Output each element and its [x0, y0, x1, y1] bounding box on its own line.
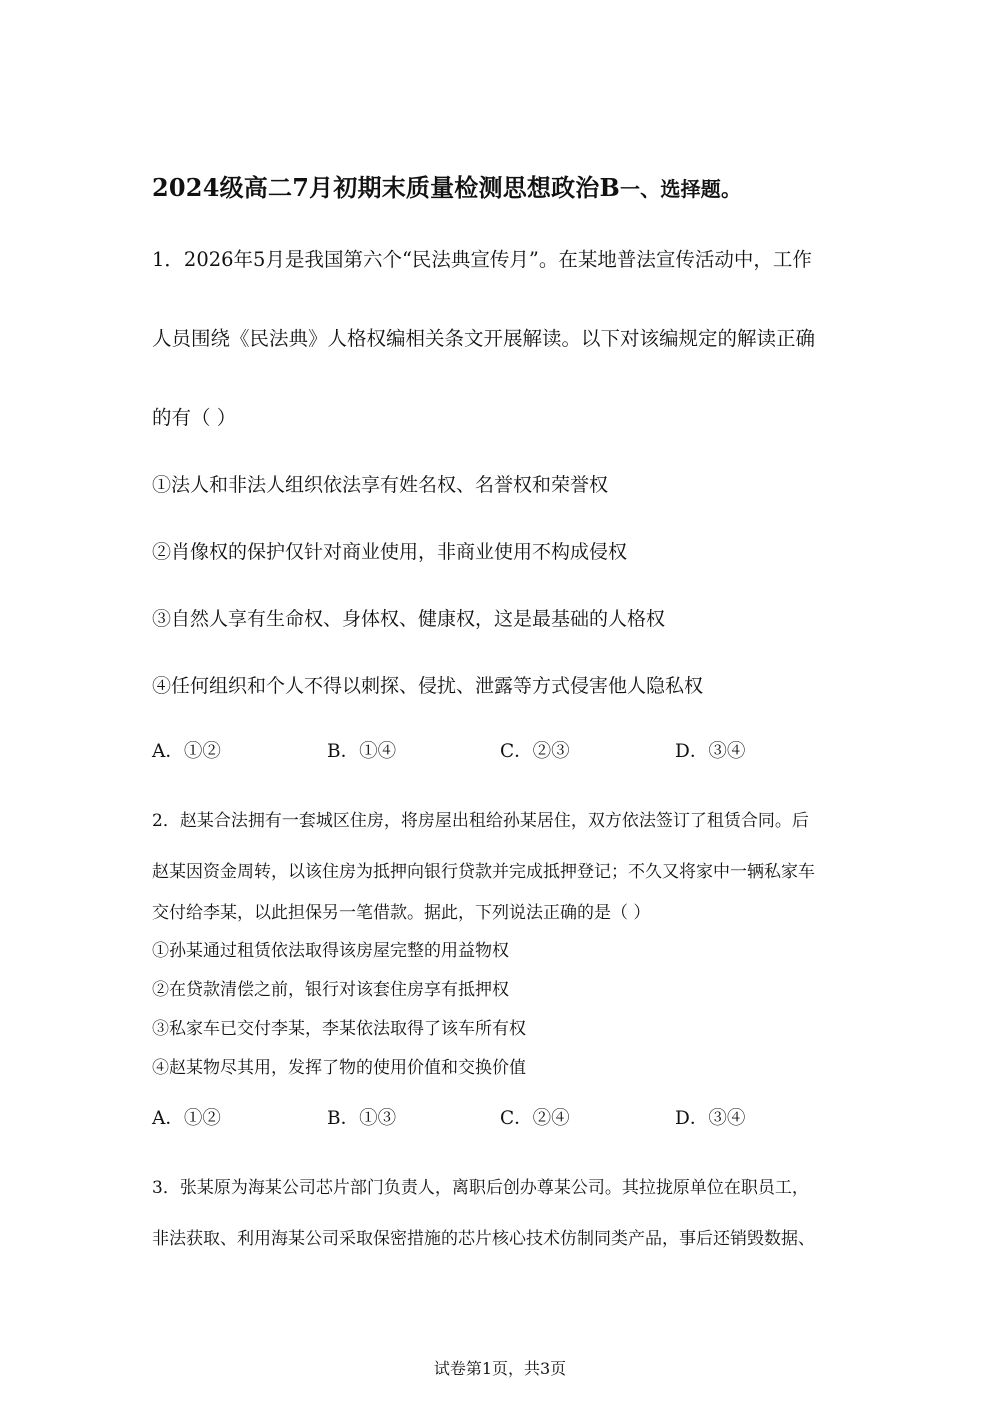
exam-title-main: 2024级高二7月初期末质量检测思想政治B [152, 173, 620, 202]
q2-statement: ②在贷款清偿之前，银行对该套住房享有抵押权 [152, 980, 509, 1000]
q2-option-c[interactable]: C．②④ [500, 1108, 570, 1129]
q2-option-a[interactable]: A．①② [152, 1108, 221, 1129]
q2-stem-line: 交付给李某，以此担保另一笔借款。据此，下列说法正确的是（ ） [152, 903, 651, 923]
q1-option-b[interactable]: B．①④ [327, 741, 397, 762]
q3-stem-line: 3．张某原为海某公司芯片部门负责人，离职后创办尊某公司。其拉拢原单位在职员工， [152, 1178, 809, 1198]
q2-statement: ④赵某物尽其用，发挥了物的使用价值和交换价值 [152, 1058, 526, 1078]
q1-statement: ①法人和非法人组织依法享有姓名权、名誉权和荣誉权 [152, 474, 609, 496]
q1-stem-line: 的有（ ） [152, 406, 237, 429]
q2-statement: ③私家车已交付李某，李某依法取得了该车所有权 [152, 1019, 526, 1039]
q1-option-d[interactable]: D．③④ [675, 741, 746, 762]
q1-stem-line: 人员围绕《民法典》人格权编相关条文开展解读。以下对该编规定的解读正确 [152, 327, 816, 350]
section-heading: 一、选择题。 [619, 177, 742, 201]
page-footer: 试卷第1页，共3页 [433, 1359, 567, 1378]
q1-statement: ③自然人享有生命权、身体权、健康权，这是最基础的人格权 [152, 608, 666, 630]
q2-stem-line: 2．赵某合法拥有一套城区住房，将房屋出租给孙某居住，双方依法签订了租赁合同。后 [152, 811, 809, 831]
q2-option-d[interactable]: D．③④ [675, 1108, 746, 1129]
q2-stem-line: 赵某因资金周转，以该住房为抵押向银行贷款并完成抵押登记；不久又将家中一辆私家车 [152, 862, 815, 882]
q1-statement: ④任何组织和个人不得以刺探、侵扰、泄露等方式侵害他人隐私权 [152, 675, 704, 697]
q2-option-b[interactable]: B．①③ [327, 1108, 397, 1129]
q1-stem-line: 1．2026年5月是我国第六个“民法典宣传月”。在某地普法宣传活动中，工作 [152, 248, 812, 271]
q1-option-a[interactable]: A．①② [152, 741, 221, 762]
q2-statement: ①孙某通过租赁依法取得该房屋完整的用益物权 [152, 941, 509, 961]
q1-statement: ②肖像权的保护仅针对商业使用，非商业使用不构成侵权 [152, 541, 628, 563]
q1-option-c[interactable]: C．②③ [500, 741, 570, 762]
q3-stem-line: 非法获取、利用海某公司采取保密措施的芯片核心技术仿制同类产品，事后还销毁数据、 [152, 1229, 815, 1249]
exam-title [152, 168, 741, 203]
